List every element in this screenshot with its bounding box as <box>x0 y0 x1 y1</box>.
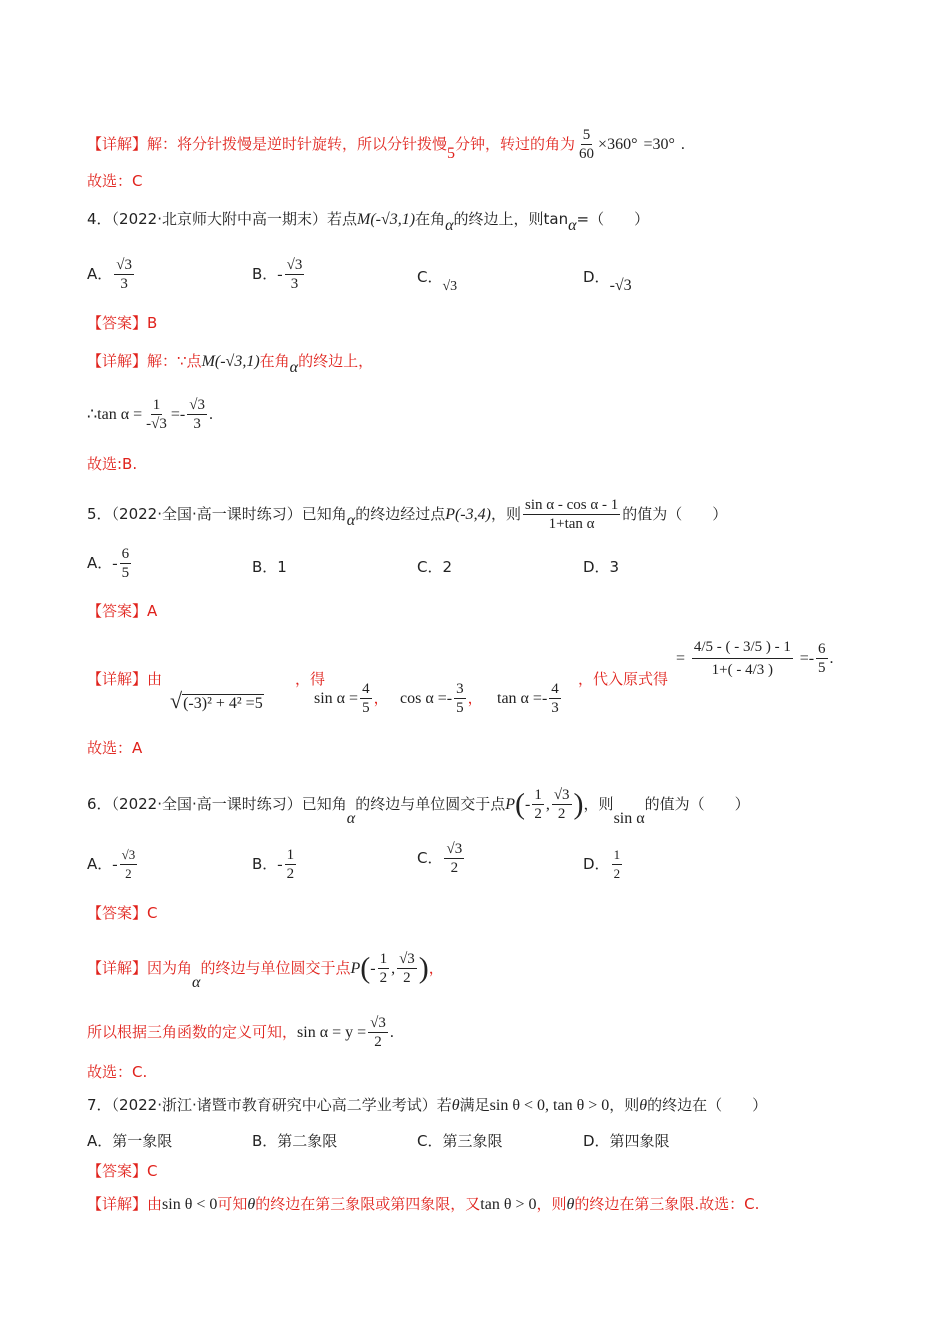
q6-calc: 所以根据三角函数的定义可知，sin α = y = $\frac{√3}{2}$ . <box>87 1015 394 1050</box>
q7-detail: 【详解】由sin θ < 0可知θ的终边在第三象限或第四象限，又tan θ > 0，则θ的终边在第三象限.故选：C. <box>87 1195 760 1213</box>
q4-answer: 【答案】B <box>87 314 158 332</box>
q4-option-a[interactable]: A． $\frac{√3}{3}$ <box>87 257 132 292</box>
q5-choice: 故选：A <box>87 739 143 757</box>
fraction-5-60: $\frac{5}{60}$ <box>579 127 595 162</box>
q3-choice: 故选：C <box>87 172 143 190</box>
q6-option-c[interactable]: C． $\frac{√3}{2}$ <box>417 841 463 876</box>
q4-detail: 【详解】解：∵点M(-√3,1)在角α的终边上， <box>87 352 374 376</box>
q5-detail-c: ，代入原式得 <box>578 670 669 688</box>
q6-option-a[interactable]: A．- $\frac{√3}{2}$ <box>87 847 136 881</box>
q6-stem: 6．（2022·全国·高一课时练习）已知角α的终边与单位圆交于点P(- $\frac{1}{2}$ , $\frac{√3}{2}$ )，则sin α的值为（ ） <box>87 787 750 827</box>
q5-detail-b: ，得 <box>295 670 326 688</box>
q6-detail: 【详解】因为角α的终边与单位圆交于点P(- $\frac{1}{2}$ , $\frac{√3}{2}$ )， <box>87 951 444 991</box>
q5-sin: sin α = $\frac{4}{5}$ ， <box>314 681 389 716</box>
q5-stem: 5．（2022·全国·高一课时练习）已知角α的终边经过点P(-3,4)，则 $\frac{\text{sin α - cos α - 1}}{\text{1+tan α}}$ 的值为（ ） <box>87 497 728 532</box>
q3-detail: 【详解】解：将分针拨慢是逆时针旋转，所以分针拨慢5分钟，转过的角为 $\frac{5}{60}$ ×360° =30° . <box>87 127 685 162</box>
q4-calc: ∴tan α = $\frac{1}{-√3}$ =- $\frac{√3}{3}$ . <box>87 397 213 432</box>
q5-option-a[interactable]: A．- $\frac{6}{5}$ <box>87 546 130 581</box>
q5-option-d[interactable]: D．3 <box>583 558 620 576</box>
q5-result: = $\frac{4/5 - ( - 3/5 ) - 1}{1+( - 4/3 )}$ =- $\frac{6}{5}$ . <box>676 636 834 681</box>
q7-option-b[interactable]: B．第二象限 <box>252 1132 338 1150</box>
q6-option-d[interactable]: D． $\frac{1}{2}$ <box>583 847 621 881</box>
q7-answer: 【答案】C <box>87 1162 158 1180</box>
q6-choice: 故选：C. <box>87 1063 148 1081</box>
q4-option-b[interactable]: B．- $\frac{√3}{3}$ <box>252 257 303 292</box>
q5-cos: cos α =- $\frac{3}{5}$ ， <box>400 681 483 716</box>
q7-option-d[interactable]: D．第四象限 <box>583 1132 670 1150</box>
q5-option-b[interactable]: B．1 <box>252 558 287 576</box>
q7-stem: 7．（2022·浙江·诸暨市教育研究中心高二学业考试）若θ满足sin θ < 0, tan θ > 0，则θ的终边在（ ） <box>87 1096 768 1114</box>
q4-stem: 4．（2022·北京师大附中高一期末）若点M(-√3,1)在角α的终边上，则tanα=（ ） <box>87 210 650 234</box>
q4-choice: 故选:B. <box>87 455 138 473</box>
q4-option-d[interactable]: D．-√3 <box>583 268 632 294</box>
q6-answer: 【答案】C <box>87 904 158 922</box>
q5-detail: 【详解】由 <box>87 670 163 688</box>
q4-option-c[interactable]: C．√3 <box>417 268 458 294</box>
q7-option-a[interactable]: A．第一象限 <box>87 1132 173 1150</box>
q5-root: √(-3)² + 4² =5 <box>170 688 263 713</box>
q5-tan: tan α =- $\frac{4}{3}$ <box>497 681 559 716</box>
q5-answer: 【答案】A <box>87 602 158 620</box>
q7-option-c[interactable]: C．第三象限 <box>417 1132 503 1150</box>
q6-option-b[interactable]: B．- $\frac{1}{2}$ <box>252 847 295 882</box>
q5-option-c[interactable]: C．2 <box>417 558 453 576</box>
